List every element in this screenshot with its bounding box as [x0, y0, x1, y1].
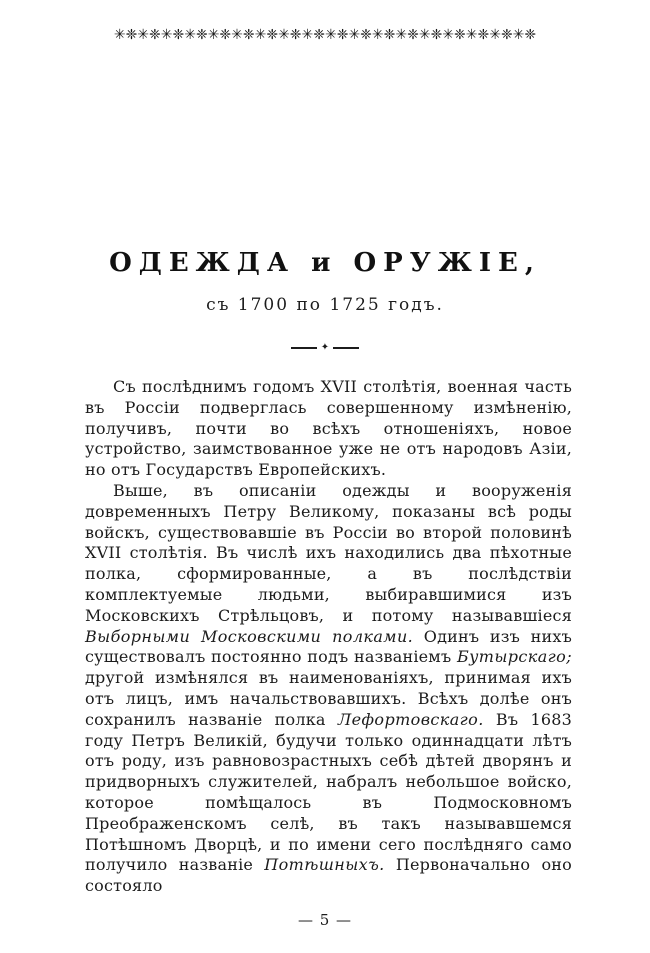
p2-italic-butyrskago: Бутырскаго;	[456, 647, 572, 667]
paragraph-1: Съ послѣднимъ годомъ XVII столѣтія, военная часть въ Россіи подверглась совершенному измѣненію, получивъ, почти во всѣхъ отношеніяхъ, новое устройство, заимствованное уже не отъ народовъ Азіи, но отъ Государствъ Европейскихъ.	[85, 377, 572, 480]
p2-run-2: Одинъ изъ нихъ существовалъ постоянно подъ названіемъ	[85, 626, 572, 667]
divider-line	[291, 347, 317, 349]
p2-run-3: другой измѣнялся въ наименованіяхъ, принимая ихъ отъ лицъ, имъ начальствовавшихъ. Всѣхъ долѣе онъ сохранилъ названіе полка	[85, 668, 572, 729]
p2-run-1: Выше, въ описаніи одежды и вооруженія довременныхъ Петру Великому, показаны всѣ роды войскъ, существовавшіе въ Россіи во второй половинѣ XVII столѣтія. Въ числѣ ихъ находились два пѣхотные полка, сформированные, а въ послѣдствіи комплектуемые людьми, выбиравшимися изъ Московскихъ Стрѣльцовъ, и потому называвшіеся	[85, 480, 572, 625]
body-text	[85, 377, 572, 897]
ornament-band-icon: ✳❈✳❈✳❈✳❈✳❈✳❈✳❈✳❈✳❈✳❈✳❈✳❈✳❈✳❈✳❈✳❈✳❈✳❈	[113, 28, 537, 43]
page-title: ОДЕЖДА и ОРУЖІЕ,	[109, 248, 541, 278]
divider-ornament-icon: ✦	[320, 342, 330, 353]
page-number: — 5 —	[297, 910, 353, 929]
divider-line	[333, 347, 359, 349]
book-page	[0, 28, 650, 953]
section-divider	[0, 342, 650, 354]
p2-run-5: Первоначально оно состояло	[85, 855, 572, 896]
page-subtitle: съ 1700 по 1725 годъ.	[206, 295, 444, 315]
paragraph-2	[85, 481, 572, 897]
p2-italic-vybornymi: Выборными Московскими полками.	[85, 626, 414, 646]
p2-run-4: Въ 1683 году Петръ Великій, будучи только одиннадцати лѣтъ отъ роду, изъ равновозрастныхъ себѣ дѣтей дворянъ и придворныхъ служителей, набралъ небольшое войско, которое помѣщалось въ Подмосковномъ Преображенскомъ селѣ, въ такъ называвшемся Потѣшномъ Дворцѣ, и по имени сего послѣдняго само получило названіе	[85, 709, 572, 875]
p2-italic-poteshnykh: Потѣшныхъ.	[264, 855, 385, 875]
p2-italic-lefortovskago: Лефортовскаго.	[337, 709, 484, 729]
